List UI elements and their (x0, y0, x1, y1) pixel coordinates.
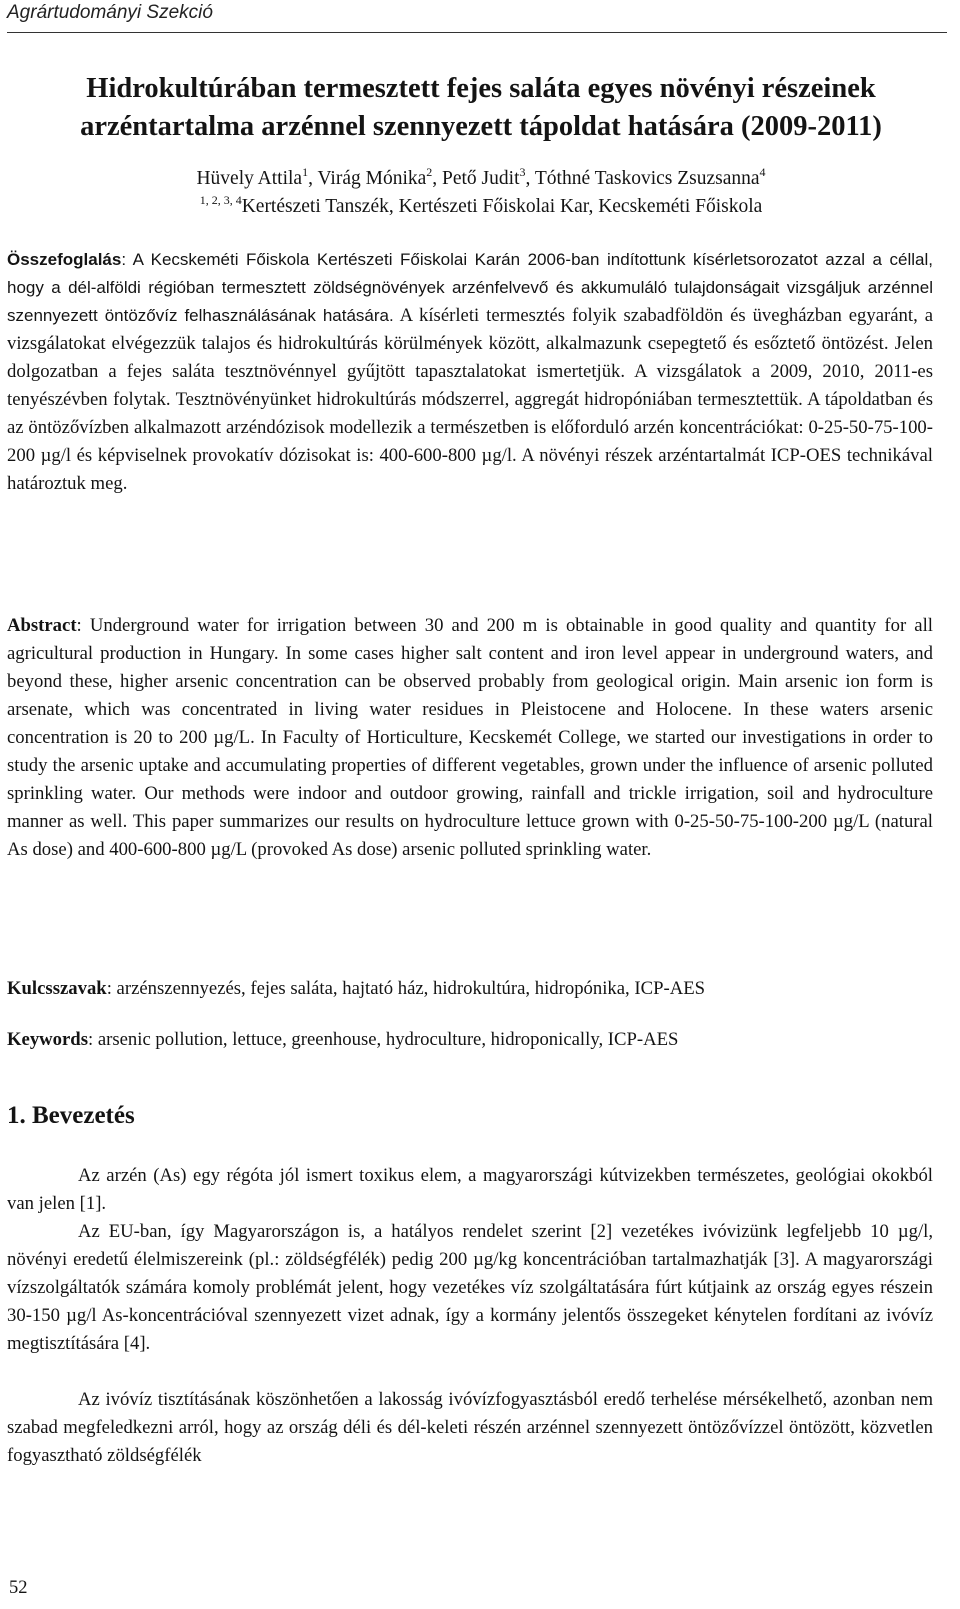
affiliation-text: Kertészeti Tanszék, Kertészeti Főiskolai Kar, Kecskeméti Főiskola (241, 196, 763, 217)
affiliation-marks: 1, 2, 3, 4 (199, 193, 242, 207)
keywords-text: : arsenic pollution, lettuce, greenhouse, hydroculture, hidroponically, ICP-AES (87, 1029, 679, 1050)
kulcsszavak-text: : arzénszennyezés, fejes saláta, hajtató ház, hidrokultúra, hidropónika, ICP-AES (106, 978, 706, 999)
section-heading-introduction: 1. Bevezetés (7, 1102, 135, 1129)
intro-paragraph: Az EU-ban, így Magyarországon is, a hatályos rendelet szerint [2] vezetékes ivóvizünk legfeljebb 10 µg/l, növényi eredetű élelmiszereink (pl.: zöldségfélék) pedig 200 µg/kg koncentrációban tartalmazhatják [3]. A magyarországi vízszolgáltatók számára komoly problémát jelent, hogy vezetékes víz szolgáltatására fúrt kútjaink az ország egyes részein 30-150 µg/l As-koncentrációval szennyezett vizet adnak, így a kormány jelentős összegeket kénytelen fordítani az ivóvíz megtisztítására [4]. (7, 1221, 933, 1354)
header-rule (7, 32, 947, 33)
intro-paragraph: Az ivóvíz tisztításának köszönhetően a lakosság ivóvízfogyasztásból eredő terhelése mérsékelhető, azonban nem szabad megfeledkezni arról, hogy az ország déli és dél-keleti részén arzénnel szennyezett öntözővízzel öntözött, közvetlen fogyasztható zöldségfélék (7, 1389, 933, 1466)
author-affiliation-mark: 2 (426, 165, 433, 179)
author: Virág Mónika (317, 168, 427, 189)
author-affiliation-mark: 1 (302, 165, 309, 179)
author-affiliation-mark: 3 (519, 165, 526, 179)
page-number: 52 (9, 1578, 28, 1598)
abstract-label: Abstract (7, 615, 77, 636)
author: Tóthné Taskovics Zsuzsanna (534, 168, 760, 189)
author-affiliation-mark: 4 (759, 165, 766, 179)
author: Hüvely Attila (196, 168, 303, 189)
author: Pető Judit (442, 168, 520, 189)
author-separator: , (308, 168, 318, 189)
author-separator: , (525, 168, 535, 189)
kulcsszavak-label: Kulcsszavak (7, 978, 107, 999)
keywords-line (7, 1026, 933, 1054)
summary-paragraph (7, 246, 933, 498)
abstract-text: : Underground water for irrigation between 30 and 200 m is obtainable in good quality and quantity for all agricultural production in Hungary. In some cases higher salt content and iron level appear in underground waters, and beyond these, higher arsenic concentration can be observed probably from geological origin. Main arsenic ion form is arsenate, which was concentrated in living water residues in Pleistocene and Holocene. In these waters arsenic concentration is 20 to 200 µg/L. In Faculty of Horticulture, Kecskemét College, we started our investigations in order to study the arsenic uptake and accumulating properties of different vegetables, grown under the influence of arsenic polluted sprinkling water. Our methods were indoor and outdoor growing, rainfall and trickle irrigation, soil and hydroculture manner as well. This paper summarizes our results on hydroculture lettuce grown with 0-25-50-75-100-200 µg/L (natural As dose) and 400-600-800 µg/L (provoked As dose) arsenic polluted sprinkling water. (7, 615, 933, 860)
affiliation (14, 194, 948, 220)
summary-text-part2: A kísérleti termesztés folyik szabadföldön és üvegházban egyaránt, a vizsgálatokat elvégezzük talajos és hidrokultúrás körülmények között, alkalmazunk csepegtető és esőztető öntözést. Jelen dolgozatban a fejes saláta tesztnövénnyel gyűjtött tapasztalatokat ismertetjük. A vizsgálatok a 2009, 2010, 2011-es tenyészévben folytak. Tesztnövényünket hidrokultúrás módszerrel, aggregát hidropóniában termesztettük. A tápoldatban és az öntözővízben alkalmazott arzéndózisok modellezik a természetben is előforduló arzén koncentrációkat: 0-25-50-75-100-200 µg/l és képviselnek provokatív dózisokat is: 400-600-800 µg/l. A növényi részek arzéntartalmát ICP-OES technikával határoztuk meg. (7, 305, 933, 494)
paper-title: Hidrokultúrában termesztett fejes saláta egyes növényi részeinek arzéntartalma arzénnel szennyezett tápoldat hatására (2009-2011) (80, 73, 882, 142)
keywords-label: Keywords (7, 1029, 88, 1050)
abstract-paragraph (7, 612, 933, 864)
intro-paragraph: Az arzén (As) egy régóta jól ismert toxikus elem, a magyarországi kútvizekben természetes, geológiai okokból van jelen [1]. (7, 1165, 933, 1214)
summary-label: Összefoglalás (7, 250, 122, 269)
author-separator: , (432, 168, 443, 189)
kulcsszavak-line (7, 975, 933, 1003)
summary-text-part1: : A Kecskeméti Főiskola Kertészeti Főiskolai Karán 2006-ban indítottunk kísérletsorozatot azzal a céllal, hogy a dél-alföldi régióban termesztett zöldségnövények arzénfelvevő és akkumuláló tulajdonságait vizsgáljuk arzénnel szennyezett öntözővíz felhasználásának hatására. (7, 250, 933, 325)
running-header: Agrártudományi Szekció (7, 2, 213, 23)
author-list (14, 166, 948, 192)
